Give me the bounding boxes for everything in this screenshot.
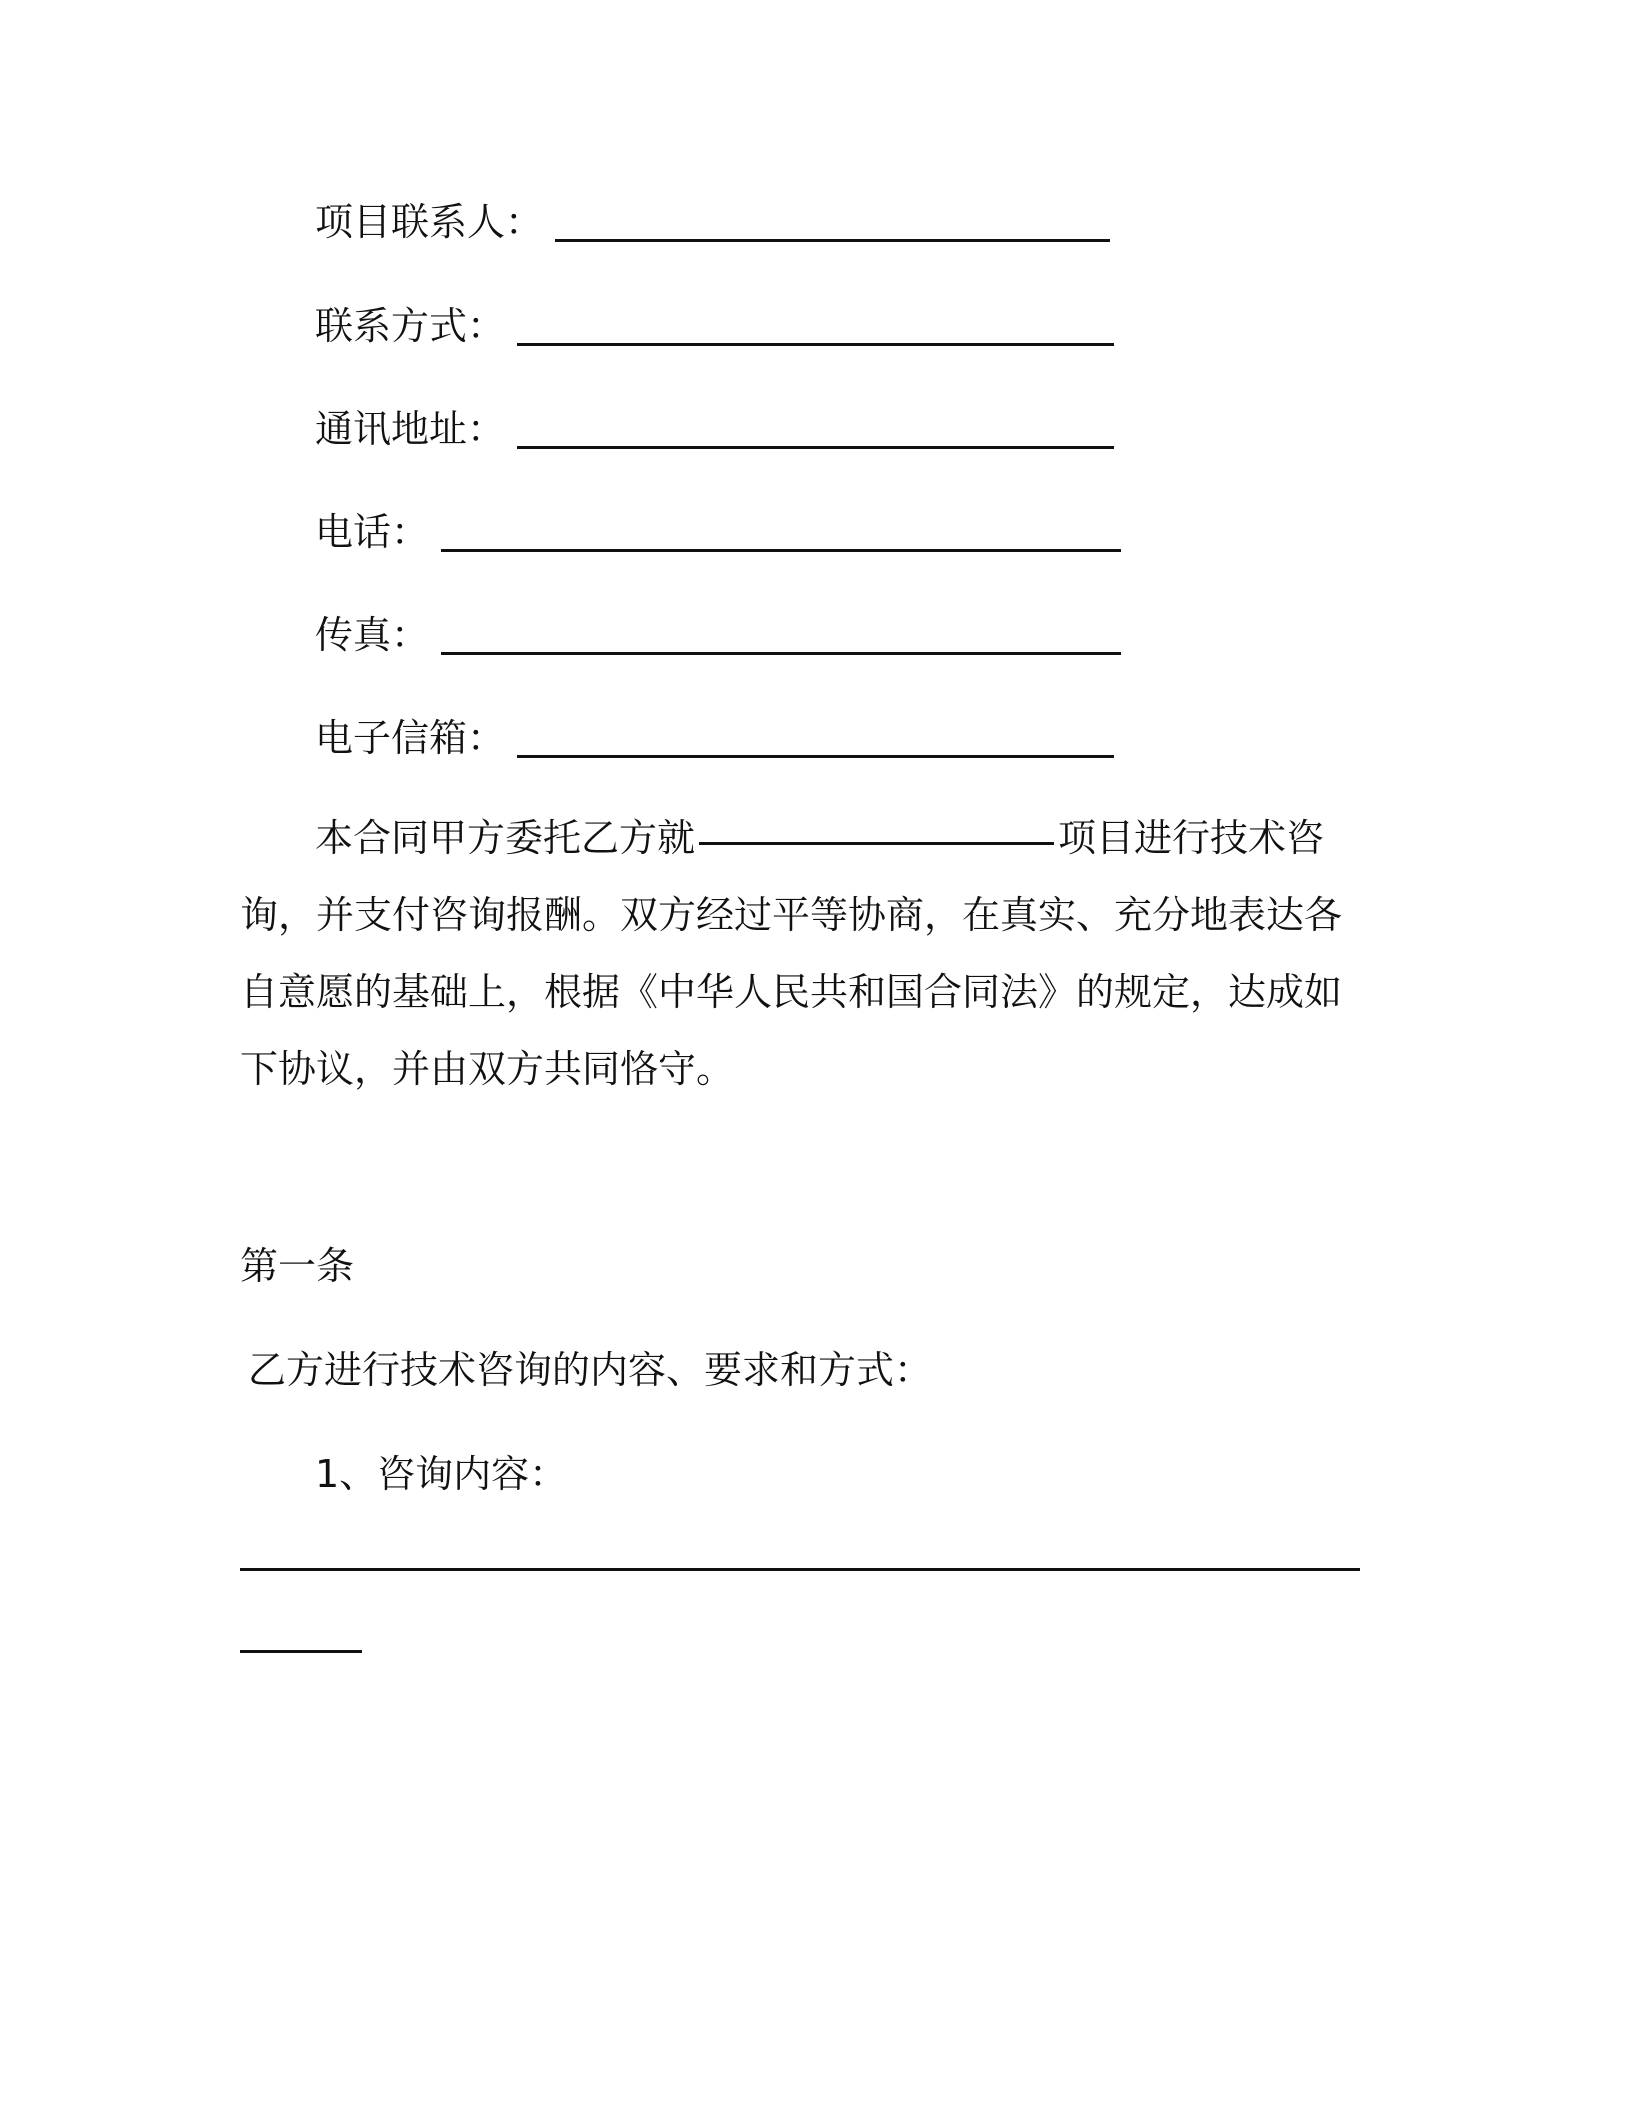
field-label: 联系方式： xyxy=(315,304,506,348)
consulting-content-blank-line[interactable] xyxy=(240,1568,1360,1571)
field-fax xyxy=(315,611,1121,659)
intro-paragraph xyxy=(240,800,1370,1108)
field-email xyxy=(315,714,1114,762)
intro-text-before-blank: 本合同甲方委托乙方就 xyxy=(315,816,696,860)
field-label: 传真： xyxy=(315,613,430,657)
fill-in-blank[interactable] xyxy=(441,549,1121,552)
field-label: 项目联系人： xyxy=(315,200,544,244)
consulting-content-blank-line-continued[interactable] xyxy=(240,1650,362,1653)
fill-in-blank[interactable] xyxy=(517,755,1114,758)
field-mailing-address xyxy=(315,405,1114,453)
field-contact-method xyxy=(315,302,1114,350)
article-title: 第一条 xyxy=(240,1244,355,1288)
fill-in-blank[interactable] xyxy=(555,239,1110,242)
field-label: 电子信箱： xyxy=(315,716,506,760)
field-phone xyxy=(315,508,1121,556)
field-project-contact xyxy=(315,198,1110,246)
intro-text-after-blank: 项目进行技术咨询，并支付咨询报酬。双方经过平等协商，在真实、充分地表达各自意愿的基础上，根据《中华人民共和国合同法》的规定，达成如下协议，并由双方共同恪守。 xyxy=(240,816,1343,1091)
project-name-blank[interactable] xyxy=(699,842,1054,845)
article-subtitle: 乙方进行技术咨询的内容、要求和方式： xyxy=(248,1348,933,1392)
item-consulting-content-label: 1、咨询内容： xyxy=(315,1452,568,1496)
field-label: 电话： xyxy=(315,510,430,554)
fill-in-blank[interactable] xyxy=(517,446,1114,449)
fill-in-blank[interactable] xyxy=(517,343,1114,346)
fill-in-blank[interactable] xyxy=(441,652,1121,655)
field-label: 通讯地址： xyxy=(315,407,506,451)
